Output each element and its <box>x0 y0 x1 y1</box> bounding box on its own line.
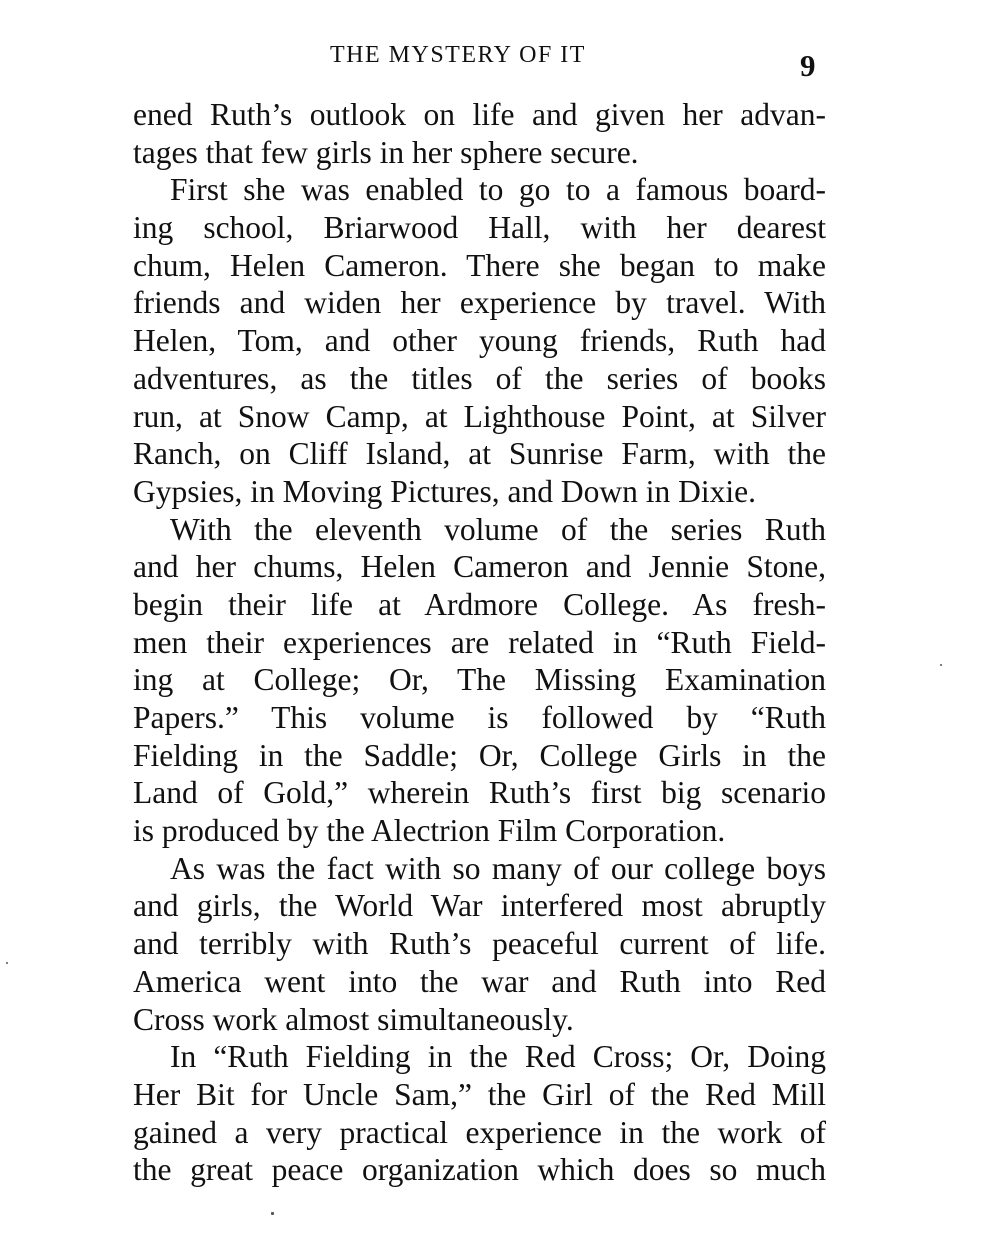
text-line: Papers.” This volume is followed by “Ruth <box>133 700 826 735</box>
text-line: Land of Gold,” wherein Ruth’s first big scenario <box>133 775 826 811</box>
text-line: First she was enabled to go to a famous board- <box>170 172 826 208</box>
text-line: is produced by the Alectrion Film Corporation. <box>133 813 726 849</box>
text-line: chum, Helen Cameron. There she began to make <box>133 247 826 283</box>
text-line: and her chums, Helen Cameron and Jennie Stone, <box>133 549 826 585</box>
text-line: Her Bit for Uncle Sam,” the Girl of the Red Mill <box>133 1076 826 1112</box>
text-line: As was the fact with so many of our college boys <box>170 850 826 886</box>
text-line: Ranch, on Cliff Island, at Sunrise Farm, with the <box>133 436 826 472</box>
text-line: friends and widen her experience by travel. With <box>133 285 826 321</box>
scan-speck <box>940 664 942 666</box>
text-line: begin their life at Ardmore College. As fresh- <box>133 586 826 622</box>
text-line: men their experiences are related in “Ruth Field- <box>133 624 826 660</box>
text-line: Helen, Tom, and other young friends, Ruth had <box>133 323 826 359</box>
text-line: ened Ruth’s outlook on life and given her advan- <box>133 97 826 132</box>
scan-speck <box>271 1212 274 1215</box>
text-line: With the eleventh volume of the series Ruth <box>170 511 826 547</box>
text-line: run, at Snow Camp, at Lighthouse Point, at Silver <box>133 398 826 434</box>
text-line: ing at College; Or, The Missing Examination <box>133 662 826 698</box>
text-line: Fielding in the Saddle; Or, College Girls in the <box>133 737 826 773</box>
text-line: and terribly with Ruth’s peaceful current of life. <box>133 926 826 962</box>
text-line: America went into the war and Ruth into Red <box>133 963 826 999</box>
text-line: gained a very practical experience in the work of <box>133 1114 826 1150</box>
text-line: adventures, as the titles of the series of books <box>133 360 826 396</box>
text-line: Gypsies, in Moving Pictures, and Down in Dixie. <box>133 473 756 509</box>
body-text <box>133 96 826 1189</box>
text-line: tages that few girls in her sphere secure. <box>133 134 639 170</box>
text-line: In “Ruth Fielding in the Red Cross; Or, Doing <box>170 1039 826 1075</box>
running-head: THE MYSTERY OF IT <box>330 42 586 68</box>
scan-speck <box>6 962 8 964</box>
text-line: ing school, Briarwood Hall, with her dearest <box>133 210 826 246</box>
text-line: and girls, the World War interfered most abruptly <box>133 888 826 924</box>
text-line: Cross work almost simultaneously. <box>133 1001 574 1037</box>
page-number: 9 <box>800 48 816 83</box>
text-line: the great peace organization which does so much <box>133 1152 826 1188</box>
